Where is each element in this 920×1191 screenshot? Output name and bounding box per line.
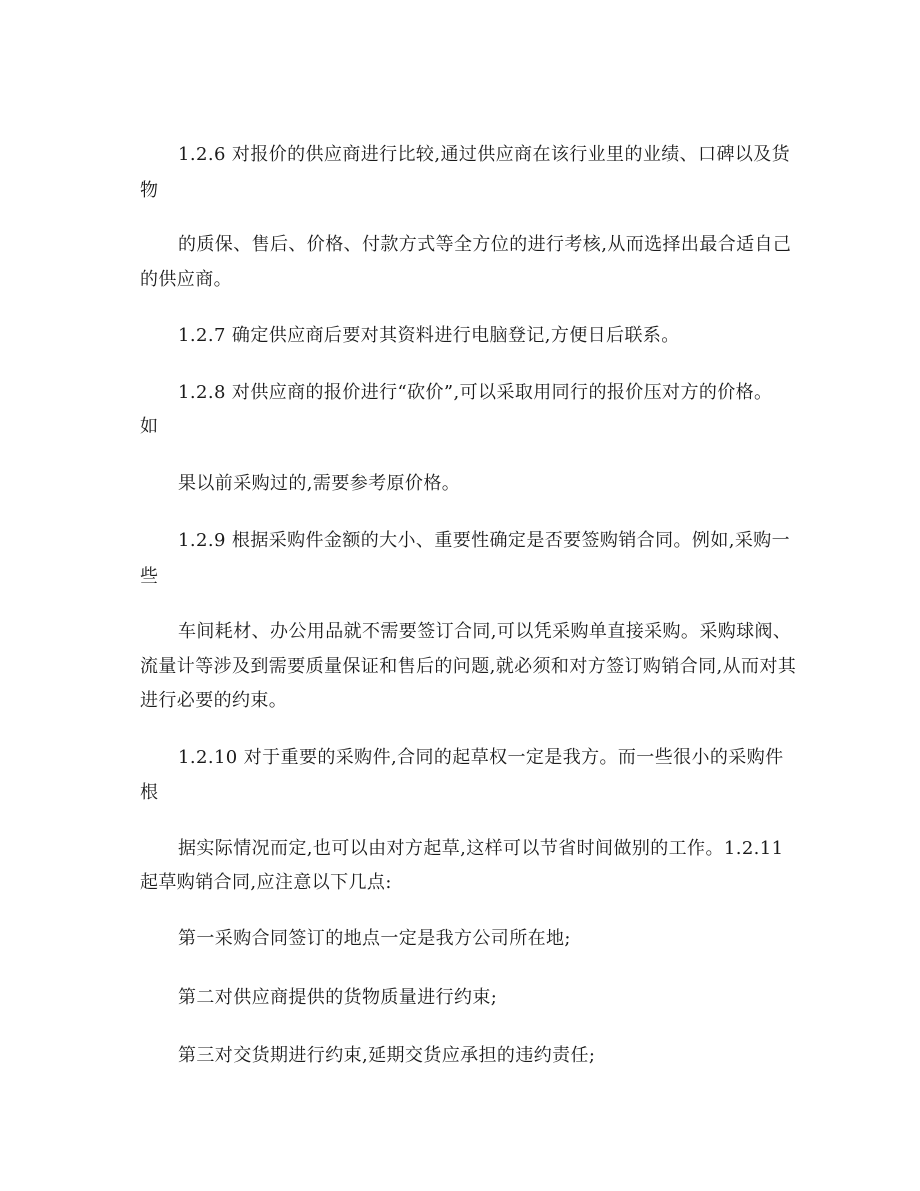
paragraph-1-2-9-line-4: 流量计等涉及到需要质量保证和售后的问题,就必须和对方签订购销合同,从而对其: [140, 656, 797, 677]
paragraph-1-2-7: 1.2.7 确定供应商后要对其资料进行电脑登记,方便日后联系。: [178, 325, 680, 346]
contract-point-2: 第二对供应商提供的货物质量进行约束;: [178, 987, 498, 1008]
paragraph-1-2-8-line-2: 如: [140, 416, 159, 437]
paragraph-1-2-8-line-1: 1.2.8 对供应商的报价进行“砍价”,可以采取用同行的报价压对方的价格。: [178, 382, 773, 403]
paragraph-1-2-9-line-1: 1.2.9 根据采购件金额的大小、重要性确定是否要签购销合同。例如,采购一: [178, 530, 791, 551]
paragraph-1-2-10-line-2: 根: [140, 782, 159, 803]
paragraph-1-2-10-line-1: 1.2.10 对于重要的采购件,合同的起草权一定是我方。而一些很小的采购件: [178, 747, 784, 768]
paragraph-1-2-9-line-3: 车间耗材、办公用品就不需要签订合同,可以凭采购单直接采购。采购球阀、: [178, 621, 792, 642]
paragraph-1-2-9-line-2: 些: [140, 566, 159, 587]
paragraph-1-2-6-line-1: 1.2.6 对报价的供应商进行比较,通过供应商在该行业里的业绩、口碑以及货: [178, 144, 791, 165]
paragraph-1-2-8-line-3: 果以前采购过的,需要参考原价格。: [178, 473, 461, 494]
paragraph-1-2-9-line-5: 进行必要的约束。: [140, 690, 288, 711]
paragraph-1-2-6-line-2: 物: [140, 180, 159, 201]
paragraph-1-2-6-line-4: 的供应商。: [140, 269, 232, 290]
paragraph-1-2-11-line-1: 起草购销合同,应注意以下几点:: [140, 872, 392, 893]
contract-point-1: 第一采购合同签订的地点一定是我方公司所在地;: [178, 928, 571, 949]
contract-point-3: 第三对交货期进行约束,延期交货应承担的违约责任;: [178, 1045, 596, 1066]
paragraph-1-2-10-line-3: 据实际情况而定,也可以由对方起草,这样可以节省时间做别的工作。1.2.11: [178, 838, 784, 859]
paragraph-1-2-6-line-3: 的质保、售后、价格、付款方式等全方位的进行考核,从而选择出最合适自己: [178, 234, 792, 255]
